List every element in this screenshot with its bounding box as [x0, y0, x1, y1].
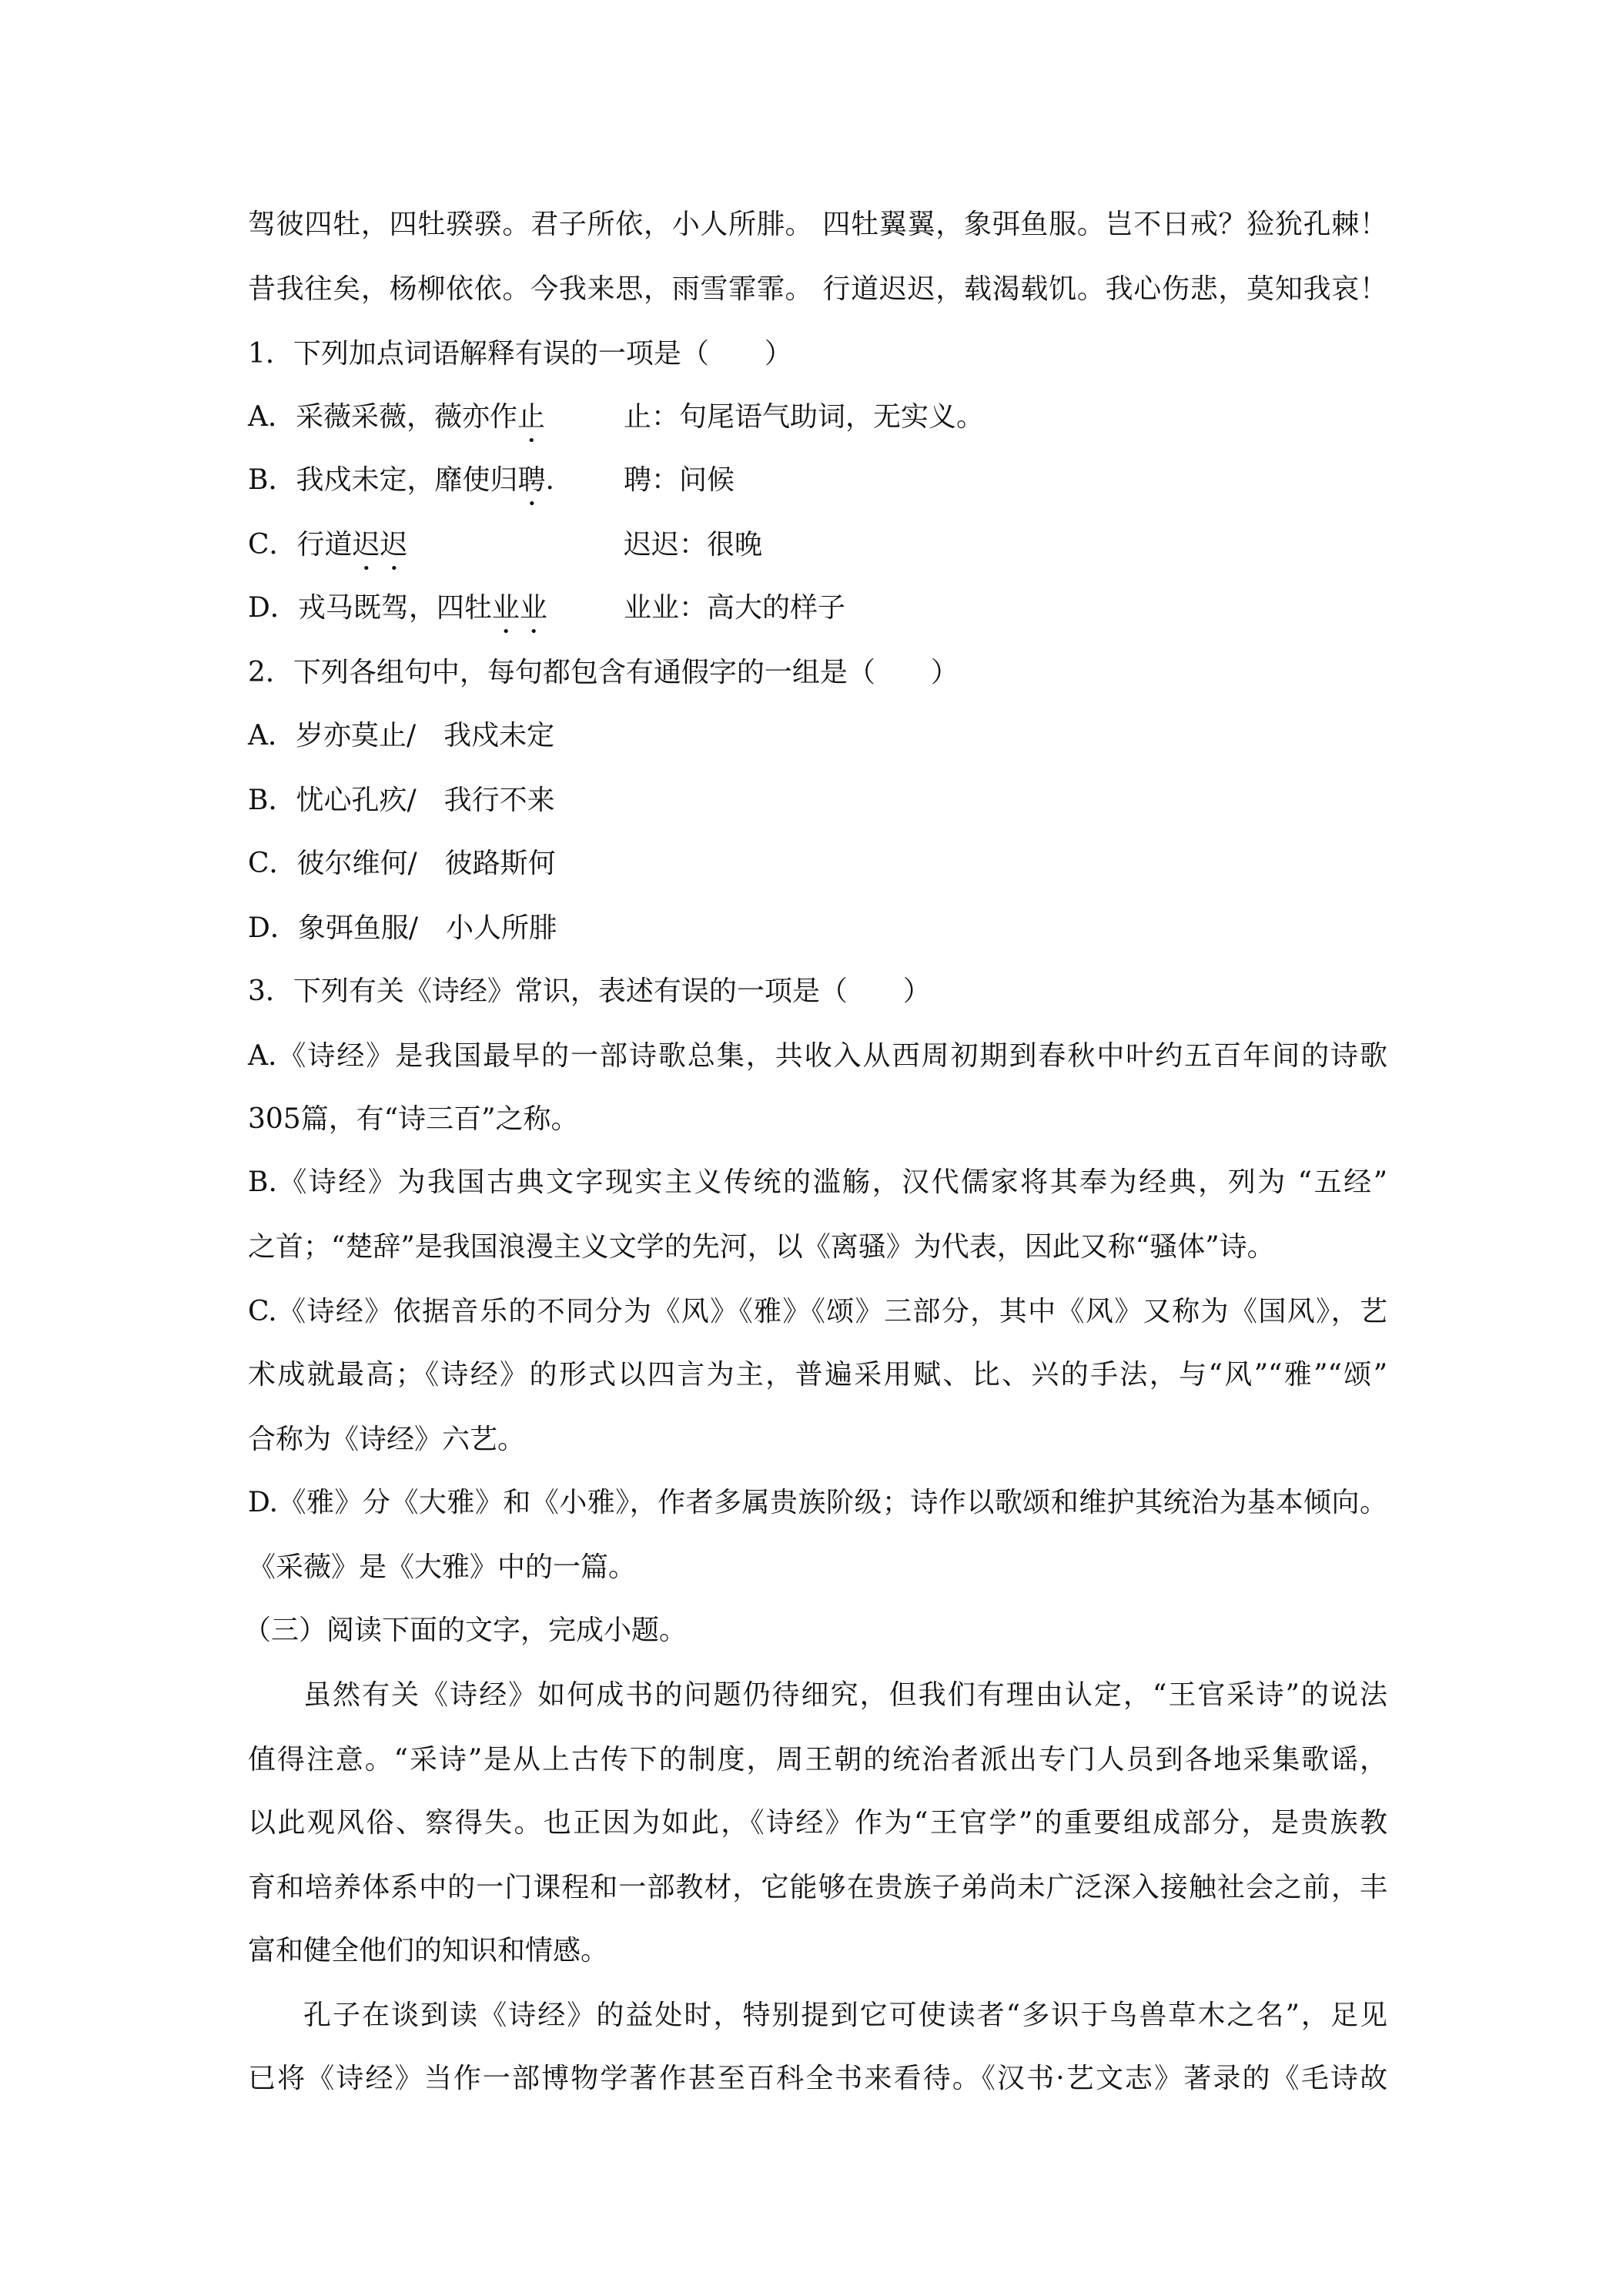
poem-line: 驾彼四牡，四牡骙骙。君子所依，小人所腓。 四牡翼翼，象弭鱼服。岂不日戒？猃狁孔棘！ — [248, 209, 1387, 240]
q2-option-c: C．彼尔维何/ 彼路斯何 — [248, 848, 556, 879]
q1-option-b-explanation: 聘：问候 — [624, 464, 735, 496]
q1-option-d — [248, 590, 547, 640]
dotted-word: 迟迟 — [352, 529, 408, 561]
q3-option-c-line: 合称为《诗经》六艺。 — [248, 1424, 526, 1455]
q3-option-c-line: 术成就最高；《诗经》的形式以四言为主，普遍采用赋、比、兴的手法，与“风”“雅”“颂” — [248, 1359, 1387, 1391]
q1-option-c — [248, 527, 408, 577]
question-3-stem: 3．下列有关《诗经》常识，表述有误的一项是（ ） — [248, 976, 931, 1007]
paragraph-line: 育和培养体系中的一门课程和一部教材，它能够在贵族子弟尚未广泛深入接触社会之前，丰 — [248, 1872, 1387, 1903]
q3-option-b-line: 之首；“楚辞”是我国浪漫主义文学的先河，以《离骚》为代表，因此又称“骚体”诗。 — [248, 1231, 1275, 1263]
q1-option-a — [248, 399, 545, 449]
paragraph-line: 孔子在谈到读《诗经》的益处时，特别提到它可使读者“多识于鸟兽草木之名”，足见 — [303, 2000, 1387, 2031]
q3-option-a-line: 305篇，有“诗三百”之称。 — [248, 1103, 579, 1135]
dotted-word: 业业 — [491, 592, 547, 624]
paragraph-line: 虽然有关《诗经》如何成书的问题仍待细究，但我们有理由认定，“王官采诗”的说法 — [303, 1679, 1387, 1711]
q1-option-a-explanation: 止：句尾语气助词，无实义。 — [624, 401, 985, 433]
dotted-word: 聘 — [517, 464, 546, 496]
paragraph-line: 已将《诗经》当作一部博物学著作甚至百科全书来看待。《汉书·艺文志》著录的《毛诗故 — [248, 2063, 1387, 2094]
q1-option-b — [248, 462, 554, 512]
paragraph-line: 以此观风俗、察得失。也正因为如此，《诗经》作为“王官学”的重要组成部分，是贵族教 — [248, 1807, 1387, 1839]
option-text: D．戎马既驾，四牡 — [248, 592, 492, 624]
q3-option-a-line: A.《诗经》是我国最早的一部诗歌总集，共收入从西周初期到春秋中叶约五百年间的诗歌 — [248, 1040, 1387, 1072]
q2-option-b: B．忧心孔疚/ 我行不来 — [248, 785, 555, 816]
q1-option-c-explanation: 迟迟：很晚 — [624, 529, 763, 561]
option-text-tail: . — [545, 464, 554, 496]
dotted-word: 止 — [517, 401, 546, 433]
option-text: A．采薇采薇，薇亦作 — [248, 401, 517, 433]
paragraph-line: 值得注意。“采诗”是从上古传下的制度，周王朝的统治者派出专门人员到各地采集歌谣， — [248, 1744, 1387, 1776]
q3-option-c-line: C.《诗经》依据音乐的不同分为《风》《雅》《颂》三部分，其中《风》又称为《国风》，艺 — [248, 1296, 1387, 1327]
q2-option-d: D．象弭鱼服/ 小人所腓 — [248, 912, 557, 944]
q3-option-b-line: B.《诗经》为我国古典文字现实主义传统的滥觞，汉代儒家将其奉为经典，列为 “五经” — [248, 1166, 1387, 1198]
option-text: C．行道 — [248, 529, 353, 561]
poem-line: 昔我往矣，杨柳依依。今我来思，雨雪霏霏。 行道迟迟，载渴载饥。我心伤悲，莫知我哀！ — [248, 273, 1387, 305]
question-1-stem: 1．下列加点词语解释有误的一项是（ ） — [248, 338, 792, 370]
q3-option-d-line: D.《雅》分《大雅》和《小雅》，作者多属贵族阶级；诗作以歌颂和维护其统治为基本倾向。 — [248, 1487, 1387, 1518]
q2-option-a: A．岁亦莫止/ 我戍未定 — [248, 720, 555, 751]
q3-option-d-line: 《采薇》是《大雅》中的一篇。 — [248, 1551, 637, 1583]
q1-option-d-explanation: 业业：高大的样子 — [624, 592, 846, 624]
section-heading: （三）阅读下面的文字，完成小题。 — [243, 1615, 688, 1646]
question-2-stem: 2．下列各组句中，每句都包含有通假字的一组是（ ） — [248, 657, 959, 688]
option-text: B．我戍未定，靡使归 — [248, 464, 518, 496]
paragraph-line: 富和健全他们的知识和情感。 — [248, 1935, 609, 1966]
